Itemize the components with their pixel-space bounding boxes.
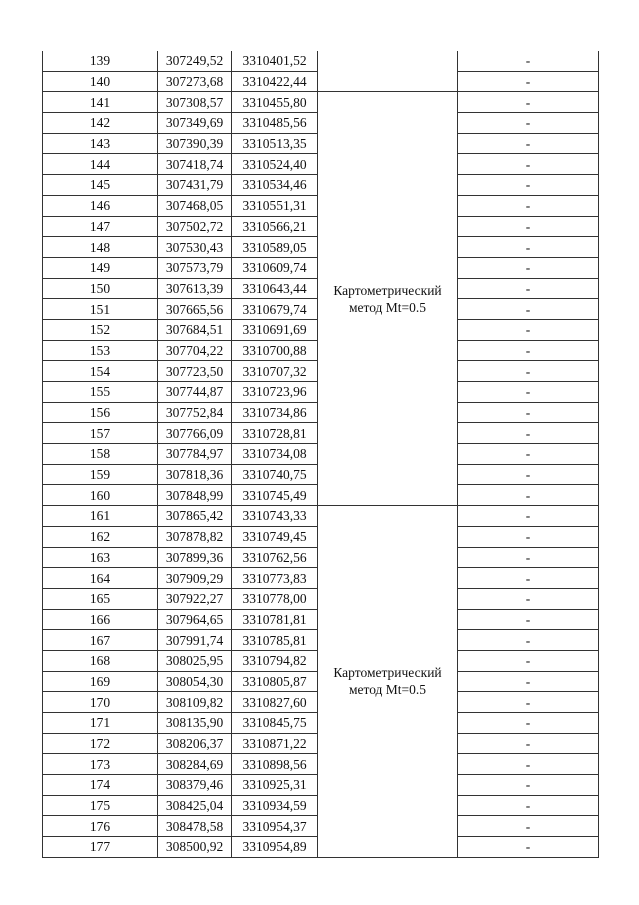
accuracy-cell: - [458,382,599,403]
accuracy-cell: - [458,175,599,196]
coordinates-table-body [43,51,599,857]
accuracy-cell: - [458,671,599,692]
point-number-cell: 155 [43,382,158,403]
coordinate-x-cell: 308025,95 [158,650,232,671]
coordinate-y-cell: 3310589,05 [232,237,318,258]
coordinate-y-cell: 3310723,96 [232,382,318,403]
coordinate-x-cell: 308500,92 [158,837,232,858]
accuracy-cell: - [458,526,599,547]
accuracy-cell: - [458,340,599,361]
coordinate-y-cell: 3310551,31 [232,195,318,216]
coordinate-y-cell: 3310743,33 [232,506,318,527]
coordinate-x-cell: 307468,05 [158,195,232,216]
coordinate-y-cell: 3310643,44 [232,278,318,299]
accuracy-cell: - [458,754,599,775]
coordinate-y-cell: 3310513,35 [232,133,318,154]
coordinate-y-cell: 3310728,81 [232,423,318,444]
coordinate-x-cell: 307573,79 [158,257,232,278]
point-number-cell: 172 [43,733,158,754]
coordinate-y-cell: 3310898,56 [232,754,318,775]
point-number-cell: 147 [43,216,158,237]
coordinate-y-cell: 3310778,00 [232,588,318,609]
table-row [43,506,599,527]
coordinate-y-cell: 3310566,21 [232,216,318,237]
coordinate-x-cell: 307991,74 [158,630,232,651]
coordinate-y-cell: 3310740,75 [232,464,318,485]
accuracy-cell: - [458,650,599,671]
coordinate-x-cell: 307909,29 [158,568,232,589]
point-number-cell: 168 [43,650,158,671]
accuracy-cell: - [458,837,599,858]
coordinates-table [42,51,599,858]
point-number-cell: 151 [43,299,158,320]
coordinate-x-cell: 307964,65 [158,609,232,630]
point-number-cell: 156 [43,402,158,423]
coordinate-x-cell: 307431,79 [158,175,232,196]
coordinate-x-cell: 307848,99 [158,485,232,506]
point-number-cell: 174 [43,775,158,796]
point-number-cell: 169 [43,671,158,692]
point-number-cell: 162 [43,526,158,547]
accuracy-cell: - [458,51,599,71]
point-number-cell: 145 [43,175,158,196]
coordinate-x-cell: 307665,56 [158,299,232,320]
accuracy-cell: - [458,506,599,527]
coordinate-x-cell: 307818,36 [158,464,232,485]
coordinate-x-cell: 307922,27 [158,588,232,609]
coordinate-x-cell: 307613,39 [158,278,232,299]
coordinate-x-cell: 307684,51 [158,319,232,340]
point-number-cell: 163 [43,547,158,568]
point-number-cell: 142 [43,113,158,134]
point-number-cell: 139 [43,51,158,71]
accuracy-cell: - [458,568,599,589]
point-number-cell: 165 [43,588,158,609]
coordinate-x-cell: 308054,30 [158,671,232,692]
accuracy-cell: - [458,713,599,734]
coordinate-y-cell: 3310707,32 [232,361,318,382]
accuracy-cell: - [458,816,599,837]
coordinate-x-cell: 307418,74 [158,154,232,175]
accuracy-cell: - [458,113,599,134]
point-number-cell: 167 [43,630,158,651]
method-cell [318,51,458,92]
coordinate-x-cell: 307766,09 [158,423,232,444]
coordinate-x-cell: 308478,58 [158,816,232,837]
accuracy-cell: - [458,692,599,713]
coordinate-y-cell: 3310734,86 [232,402,318,423]
point-number-cell: 153 [43,340,158,361]
accuracy-cell: - [458,775,599,796]
accuracy-cell: - [458,733,599,754]
coordinate-x-cell: 307530,43 [158,237,232,258]
accuracy-cell: - [458,319,599,340]
coordinate-y-cell: 3310691,69 [232,319,318,340]
point-number-cell: 159 [43,464,158,485]
coordinate-x-cell: 307752,84 [158,402,232,423]
point-number-cell: 158 [43,444,158,465]
point-number-cell: 170 [43,692,158,713]
coordinate-x-cell: 308109,82 [158,692,232,713]
coordinate-y-cell: 3310679,74 [232,299,318,320]
accuracy-cell: - [458,795,599,816]
point-number-cell: 166 [43,609,158,630]
accuracy-cell: - [458,609,599,630]
coordinate-y-cell: 3310534,46 [232,175,318,196]
table-row [43,92,599,113]
point-number-cell: 144 [43,154,158,175]
coordinate-y-cell: 3310781,81 [232,609,318,630]
point-number-cell: 146 [43,195,158,216]
point-number-cell: 143 [43,133,158,154]
coordinate-x-cell: 307878,82 [158,526,232,547]
table-row [43,51,599,71]
point-number-cell: 157 [43,423,158,444]
point-number-cell: 161 [43,506,158,527]
accuracy-cell: - [458,485,599,506]
accuracy-cell: - [458,278,599,299]
point-number-cell: 148 [43,237,158,258]
coordinate-y-cell: 3310794,82 [232,650,318,671]
coordinate-y-cell: 3310524,40 [232,154,318,175]
accuracy-cell: - [458,547,599,568]
coordinate-y-cell: 3310749,45 [232,526,318,547]
coordinate-x-cell: 308425,04 [158,795,232,816]
method-cell: Картометрический метод Mt=0.5 [318,92,458,506]
coordinate-x-cell: 308379,46 [158,775,232,796]
coordinate-y-cell: 3310422,44 [232,71,318,92]
point-number-cell: 160 [43,485,158,506]
coordinate-y-cell: 3310925,31 [232,775,318,796]
coordinate-y-cell: 3310401,52 [232,51,318,71]
coordinate-x-cell: 307865,42 [158,506,232,527]
coordinate-y-cell: 3310871,22 [232,733,318,754]
accuracy-cell: - [458,444,599,465]
accuracy-cell: - [458,361,599,382]
coordinate-y-cell: 3310845,75 [232,713,318,734]
point-number-cell: 175 [43,795,158,816]
point-number-cell: 149 [43,257,158,278]
coordinate-x-cell: 307704,22 [158,340,232,361]
accuracy-cell: - [458,237,599,258]
accuracy-cell: - [458,71,599,92]
coordinate-x-cell: 307784,97 [158,444,232,465]
coordinate-y-cell: 3310934,59 [232,795,318,816]
point-number-cell: 152 [43,319,158,340]
point-number-cell: 171 [43,713,158,734]
accuracy-cell: - [458,630,599,651]
point-number-cell: 176 [43,816,158,837]
coordinate-x-cell: 307273,68 [158,71,232,92]
method-cell: Картометрический метод Mt=0.5 [318,506,458,858]
point-number-cell: 164 [43,568,158,589]
coordinate-x-cell: 307744,87 [158,382,232,403]
coordinate-x-cell: 307308,57 [158,92,232,113]
coordinate-x-cell: 308206,37 [158,733,232,754]
point-number-cell: 150 [43,278,158,299]
point-number-cell: 173 [43,754,158,775]
coordinate-y-cell: 3310485,56 [232,113,318,134]
coordinate-x-cell: 308135,90 [158,713,232,734]
coordinate-x-cell: 307249,52 [158,51,232,71]
accuracy-cell: - [458,423,599,444]
accuracy-cell: - [458,257,599,278]
coordinate-y-cell: 3310745,49 [232,485,318,506]
coordinate-y-cell: 3310827,60 [232,692,318,713]
coordinate-y-cell: 3310734,08 [232,444,318,465]
accuracy-cell: - [458,402,599,423]
accuracy-cell: - [458,588,599,609]
accuracy-cell: - [458,154,599,175]
coordinate-y-cell: 3310700,88 [232,340,318,361]
coordinate-y-cell: 3310954,37 [232,816,318,837]
accuracy-cell: - [458,195,599,216]
coordinate-x-cell: 307390,39 [158,133,232,154]
coordinate-y-cell: 3310455,80 [232,92,318,113]
coordinate-x-cell: 308284,69 [158,754,232,775]
coordinate-x-cell: 307899,36 [158,547,232,568]
coordinate-y-cell: 3310609,74 [232,257,318,278]
accuracy-cell: - [458,216,599,237]
accuracy-cell: - [458,464,599,485]
point-number-cell: 141 [43,92,158,113]
coordinate-x-cell: 307723,50 [158,361,232,382]
coordinate-y-cell: 3310805,87 [232,671,318,692]
point-number-cell: 177 [43,837,158,858]
point-number-cell: 154 [43,361,158,382]
accuracy-cell: - [458,299,599,320]
coordinate-y-cell: 3310954,89 [232,837,318,858]
accuracy-cell: - [458,133,599,154]
coordinate-y-cell: 3310762,56 [232,547,318,568]
coordinate-x-cell: 307349,69 [158,113,232,134]
accuracy-cell: - [458,92,599,113]
coordinate-y-cell: 3310773,83 [232,568,318,589]
point-number-cell: 140 [43,71,158,92]
coordinate-x-cell: 307502,72 [158,216,232,237]
coordinate-y-cell: 3310785,81 [232,630,318,651]
